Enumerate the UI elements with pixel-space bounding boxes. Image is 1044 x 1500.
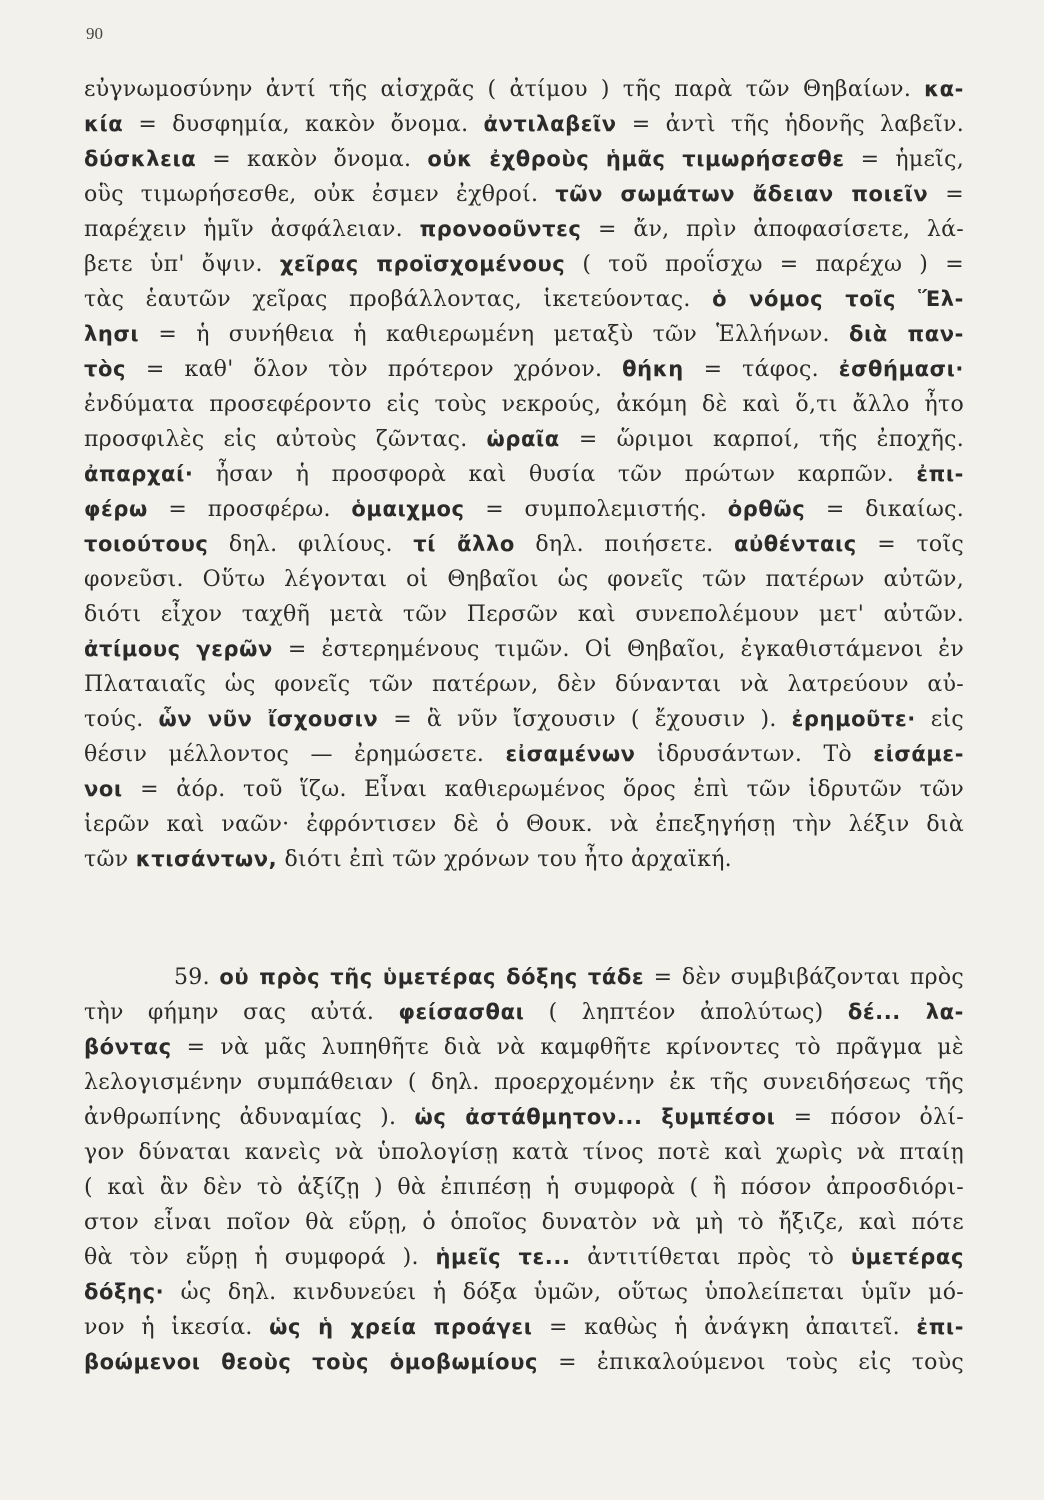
lemma: δύσκλεια xyxy=(84,147,197,171)
lemma: ἐσθήμασι· xyxy=(838,357,964,381)
gloss: = προσφέρω. xyxy=(147,497,352,522)
gloss: = ἐπικαλούμενοι τοὺς εἰς τοὺς xyxy=(538,1350,965,1375)
lemma: θήκη xyxy=(622,357,684,381)
lemma: χεῖρας προϊσχομένους xyxy=(279,252,566,276)
text-line xyxy=(84,1275,964,1310)
lemma: εἰσάμε- xyxy=(873,742,965,766)
gloss: = ὥριμοι καρποί, τῆς ἐποχῆς. xyxy=(559,427,964,452)
text-line xyxy=(84,1030,964,1065)
gloss: ἱδρυσάντων. Τὸ xyxy=(635,742,874,767)
lemma: προνοοῦντες xyxy=(419,217,582,241)
gloss: οὓς τιμωρήσεσθε, οὐκ ἐσμεν ἐχθροί. xyxy=(84,182,556,207)
gloss: = δικαίως. xyxy=(805,497,965,522)
lemma: ἀντιλαβεῖν xyxy=(483,112,617,136)
gloss: παρέχειν ἡμῖν ἀσφάλειαν. xyxy=(84,217,420,242)
lemma: ἐρημοῦτε· xyxy=(791,707,916,731)
text-line xyxy=(84,1205,964,1240)
text-line xyxy=(84,72,964,107)
text-line xyxy=(84,527,964,562)
gloss: τὴν φήμην σας αὐτά. xyxy=(84,1000,399,1025)
gloss: = xyxy=(928,182,964,207)
text-line xyxy=(84,737,964,772)
text-line xyxy=(84,107,964,142)
gloss: = δὲν συμβιβάζονται πρὸς xyxy=(644,965,964,990)
lemma: διὰ παν- xyxy=(848,322,964,346)
gloss: θὰ τὸν εὕρῃ ἡ συμφορά ). xyxy=(84,1245,436,1270)
text-line xyxy=(84,1135,964,1170)
lemma: τῶν σωμάτων ἄδειαν ποιεῖν xyxy=(555,182,929,206)
lemma: λησι xyxy=(84,322,140,346)
gloss: = ἄν, πρὶν ἀποφασίσετε, λά- xyxy=(581,217,964,242)
lemma: βοώμενοι θεοὺς τοὺς ὁμοβωμίους xyxy=(84,1350,539,1374)
text-line xyxy=(84,177,964,212)
gloss: ( ληπτέον ἀπολύτως) xyxy=(524,1000,848,1025)
lemma: ἀπαρχαί· xyxy=(84,462,194,486)
gloss: φονεῦσι. Οὕτω λέγονται οἱ Θηβαῖοι ὡς φονεῖς τῶν πατέρων αὐτῶν, xyxy=(84,567,964,592)
lemma: ἐπι- xyxy=(916,462,964,486)
lemma: τοιούτους xyxy=(84,532,209,556)
text-line xyxy=(84,1065,964,1100)
gloss: Πλαταιαῖς ὡς φονεῖς τῶν πατέρων, δὲν δύνανται νὰ λατρεύουν αὐ- xyxy=(84,672,964,697)
gloss: ( καὶ ἂν δὲν τὸ ἀξίζῃ ) θὰ ἐπιπέσῃ ἡ συμφορὰ ( ἢ πόσον ἀπροσδιόρι- xyxy=(84,1175,964,1200)
gloss: = ἡμεῖς, xyxy=(844,147,965,172)
text-line xyxy=(84,212,964,247)
text-line xyxy=(84,142,964,177)
gloss: διότι εἶχον ταχθῆ μετὰ τῶν Περσῶν καὶ συνεπολέμουν μετ' αὐτῶν. xyxy=(84,602,964,627)
gloss: θέσιν μέλλοντος — ἐρημώσετε. xyxy=(84,742,506,767)
text-line xyxy=(84,597,964,632)
text-line xyxy=(84,562,964,597)
text-line xyxy=(84,492,964,527)
text-line xyxy=(84,247,964,282)
lemma: κία xyxy=(84,112,124,136)
text-line xyxy=(84,772,964,807)
lemma: ὁ νόμος τοῖς Ἕλ- xyxy=(712,287,964,311)
commentary-block xyxy=(84,72,964,877)
gloss: = νὰ μᾶς λυπηθῆτε διὰ νὰ καμφθῆτε κρίνοντες τὸ πρᾶγμα μὲ xyxy=(171,1035,964,1060)
gloss: ἀνθρωπίνης ἀδυναμίας ). xyxy=(84,1105,415,1130)
lemma: ὁμαιχμος xyxy=(351,497,465,521)
gloss: 59. xyxy=(174,965,220,990)
text-line xyxy=(84,1310,964,1345)
gloss: λελογισμένην συμπάθειαν ( δηλ. προερχομένην ἐκ τῆς συνειδήσεως τῆς xyxy=(84,1070,964,1095)
lemma: ὀρθῶς xyxy=(727,497,806,521)
lemma: τὸς xyxy=(84,357,127,381)
gloss: προσφιλὲς εἰς αὐτοὺς ζῶντας. xyxy=(84,427,487,452)
gloss: τούς. xyxy=(84,707,159,732)
text-line xyxy=(84,352,964,387)
text-line xyxy=(84,995,964,1030)
lemma: αὐθένταις xyxy=(733,532,857,556)
gloss: = δυσφημία, κακὸν ὄνομα. xyxy=(123,112,484,137)
lemma: κα- xyxy=(924,77,964,101)
lemma: οὐ πρὸς τῆς ὑμετέρας δόξης τάδε xyxy=(219,965,645,989)
text-line xyxy=(84,667,964,702)
gloss: = συμπολεμιστής. xyxy=(464,497,728,522)
text-line xyxy=(84,1170,964,1205)
text-line xyxy=(84,457,964,492)
lemma: νοι xyxy=(84,777,123,801)
gloss: = ἐστερημένους τιμῶν. Οἱ Θηβαῖοι, ἐγκαθιστάμενοι ἐν xyxy=(272,637,964,662)
gloss: = ἃ νῦν ἴσχουσιν ( ἔχουσιν ). xyxy=(378,707,792,732)
gloss: δηλ. ποιήσετε. xyxy=(514,532,734,557)
lemma: ἐπι- xyxy=(916,1315,965,1339)
lemma: τί ἄλλο xyxy=(413,532,515,556)
lemma: οὐκ ἐχθροὺς ἡμᾶς τιμωρήσεσθε xyxy=(427,147,845,171)
lemma: ἡμεῖς τε... xyxy=(435,1245,571,1269)
gloss: = ἀντὶ τῆς ἡδονῆς λαβεῖν. xyxy=(616,112,965,137)
gloss: = καθὼς ἡ ἀνάγκη ἀπαιτεῖ. xyxy=(532,1315,917,1340)
gloss: τῶν xyxy=(84,847,136,872)
gloss: = καθ' ὅλον τὸν πρότερον χρόνον. xyxy=(126,357,623,382)
gloss: = τοῖς xyxy=(856,532,965,557)
gloss: ( τοῦ προΐσχω = παρέχω ) = xyxy=(565,252,964,277)
lemma: ὑμετέρας xyxy=(850,1245,964,1269)
text-line xyxy=(84,807,964,842)
text-line xyxy=(84,842,964,877)
gloss: βετε ὑπ' ὄψιν. xyxy=(84,252,280,277)
lemma: δέ... λα- xyxy=(847,1000,964,1024)
text-line xyxy=(84,1240,964,1275)
text-line xyxy=(84,1100,964,1135)
lemma: κτισάντων, xyxy=(135,847,278,871)
page-number: 90 xyxy=(86,24,103,43)
lemma: φέρω xyxy=(84,497,148,521)
text-line xyxy=(84,387,964,422)
gloss: ὡς δηλ. κινδυνεύει ἡ δόξα ὑμῶν, οὕτως ὑπολείπεται ὑμῖν μό- xyxy=(164,1280,964,1305)
gloss: = ἡ συνήθεια ἡ καθιερωμένη μεταξὺ τῶν Ἑλλήνων. xyxy=(139,322,849,347)
gloss: εἰς xyxy=(915,707,965,732)
gloss: = τάφος. xyxy=(683,357,839,382)
lemma: ἀτίμους γερῶν xyxy=(84,637,273,661)
text-line xyxy=(84,282,964,317)
gloss: = κακὸν ὄνομα. xyxy=(196,147,428,172)
text-line xyxy=(84,960,964,995)
text-line xyxy=(84,422,964,457)
gloss: ἀντιτίθεται πρὸς τὸ xyxy=(570,1245,851,1270)
gloss: = ἀόρ. τοῦ ἵζω. Εἶναι καθιερωμένος ὅρος ἐπὶ τῶν ἱδρυτῶν τῶν xyxy=(122,777,964,802)
lemma: ὡς ἀστάθμητον... ξυμπέσοι xyxy=(414,1105,776,1129)
gloss: δηλ. φιλίους. xyxy=(208,532,414,557)
text-line xyxy=(84,632,964,667)
gloss: στον εἶναι ποῖον θὰ εὕρῃ, ὁ ὁποῖος δυνατὸν νὰ μὴ τὸ ἤξιζε, καὶ πότε xyxy=(84,1210,964,1235)
text-line xyxy=(84,317,964,352)
gloss: ἐνδύματα προσεφέροντο εἰς τοὺς νεκρούς, ἀκόμη δὲ καὶ ὅ,τι ἄλλο ἦτο xyxy=(84,392,964,417)
lemma: ὡς ἡ χρεία προάγει xyxy=(269,1315,533,1339)
gloss: γον δύναται κανεὶς νὰ ὑπολογίσῃ κατὰ τίνος ποτὲ καὶ χωρὶς νὰ πταίῃ xyxy=(84,1140,964,1165)
lemma: φείσασθαι xyxy=(398,1000,525,1024)
lemma: βόντας xyxy=(84,1035,172,1059)
gloss: διότι ἐπὶ τῶν χρόνων του ἦτο ἀρχαϊκή. xyxy=(277,847,732,872)
text-line xyxy=(84,1345,964,1380)
lemma: εἰσαμένων xyxy=(505,742,636,766)
gloss: εὐγνωμοσύνην ἀντί τῆς αἰσχρᾶς ( ἀτίμου ) τῆς παρὰ τῶν Θηβαίων. xyxy=(84,77,925,102)
lemma: ὧν νῦν ἴσχουσιν xyxy=(158,707,379,731)
gloss: νον ἡ ἱκεσία. xyxy=(84,1315,270,1340)
lemma: ὡραῖα xyxy=(486,427,560,451)
gloss: = πόσον ὀλί- xyxy=(775,1105,964,1130)
commentary-section-59 xyxy=(84,960,964,1380)
gloss: ἦσαν ἡ προσφορὰ καὶ θυσία τῶν πρώτων καρπῶν. xyxy=(193,462,917,487)
lemma: δόξης· xyxy=(84,1280,165,1304)
gloss: τὰς ἑαυτῶν χεῖρας προβάλλοντας, ἱκετεύοντας. xyxy=(84,287,713,312)
gloss: ἱερῶν καὶ ναῶν· ἐφρόντισεν δὲ ὁ Θουκ. νὰ ἐπεξηγήσῃ τὴν λέξιν διὰ xyxy=(84,812,964,837)
text-line xyxy=(84,702,964,737)
